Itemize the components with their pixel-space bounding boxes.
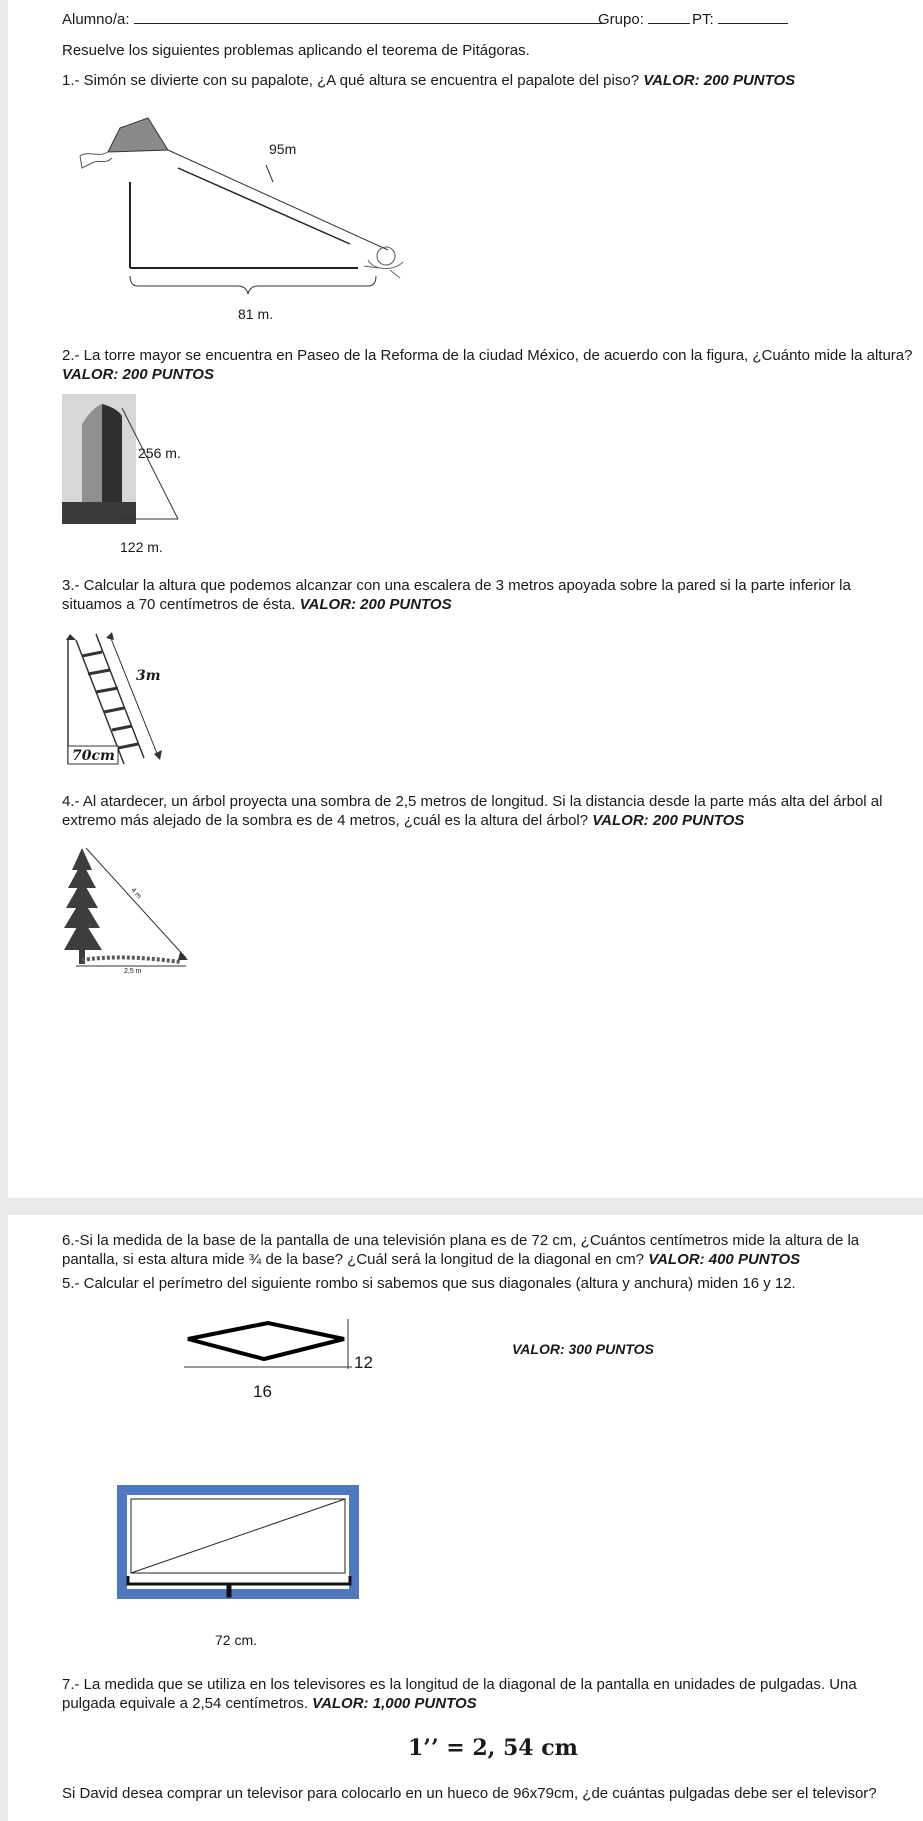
tower-ground xyxy=(62,502,136,524)
boy-head xyxy=(377,247,395,265)
ladder-arrow-top xyxy=(106,632,114,640)
tv-figure xyxy=(118,1486,358,1616)
problem-5-text: 5.- Calcular el perímetro del siguiente rombo si sabemos que sus diagonales (altura y anchura) miden 16 y 12. xyxy=(62,1275,796,1292)
ladder-rail-right xyxy=(96,634,144,758)
tower-base-label: 122 m. xyxy=(120,539,163,555)
inch-equation: 1’’ = 2, 54 cm xyxy=(408,1735,578,1761)
problem-1-text: 1.- Simón se divierte con su papalote, ¿A qué altura se encuentra el papalote del piso? VALOR: 200 PUNTOS xyxy=(62,72,796,89)
ladder-arrow-bottom xyxy=(154,750,162,760)
tree-hypotenuse xyxy=(86,848,186,958)
kite-shape xyxy=(108,118,168,152)
instructions: Resuelve los siguientes problemas aplicando el teorema de Pitágoras. xyxy=(62,42,530,59)
problem-6-text: 6.-Si la medida de la base de la pantalla de una televisión plana es de 72 cm, ¿Cuántos centímetros mide la altura de la pantalla, si esta altura mide ¾ de la base? ¿Cuál será la longitud de la diagonal en cm? VALOR: 400 PUNTOS xyxy=(62,1232,860,1268)
tower-figure xyxy=(62,394,192,529)
ladder-length-arrow xyxy=(110,636,158,756)
kite-tail xyxy=(80,152,112,168)
rhombus-width-label: 16 xyxy=(253,1382,272,1401)
problem-7-text: 7.- La medida que se utiliza en los televisores es la longitud de la diagonal de la pantalla en unidades de pulgadas. Una pulgada equivale a 2,54 centímetros. VALOR: 1,000 PUNTOS xyxy=(62,1676,857,1712)
problem-7-question: Si David desea comprar un televisor para colocarlo en un hueco de 96x79cm, ¿de cuántas pulgadas debe ser el televisor? xyxy=(62,1785,877,1802)
group-line: Grupo: xyxy=(598,10,690,29)
hypotenuse-line xyxy=(178,168,350,244)
tower-building-side xyxy=(82,404,102,514)
kite-string xyxy=(168,150,388,250)
tower-building-front xyxy=(102,404,122,514)
tree-figure xyxy=(62,842,192,982)
tower-hypotenuse-label: 256 m. xyxy=(138,445,181,461)
base-brace xyxy=(130,276,376,294)
ladder-length-label: 3m xyxy=(136,668,161,684)
ladder-base-label: 70cm xyxy=(72,748,115,764)
pt-line: PT: xyxy=(692,10,788,29)
student-name-line: Alumno/a: xyxy=(62,10,602,29)
problem-5-value: VALOR: 300 PUNTOS xyxy=(512,1341,654,1357)
tree-hypotenuse-label: 4 m xyxy=(129,886,143,901)
kite-base-label: 81 m. xyxy=(238,306,274,322)
tree-shape xyxy=(64,848,102,964)
boy-body xyxy=(364,260,403,278)
ladder-rungs xyxy=(82,652,138,748)
tree-shadow-label: 2,5 m xyxy=(124,968,142,975)
rhombus-shape xyxy=(188,1323,344,1359)
worksheet-page-1 xyxy=(8,0,923,1198)
ladder-rail-left xyxy=(76,640,124,764)
hypotenuse-tick xyxy=(266,165,273,182)
kite-hypotenuse-label: 95m xyxy=(269,141,297,157)
problem-2-text: 2.- La torre mayor se encuentra en Paseo de la Reforma de la ciudad México, de acuerdo con la figura, ¿Cuánto mide la altura? VALOR: 200 PUNTOS xyxy=(62,347,913,383)
tree-arrow xyxy=(178,952,188,960)
wall-arrow xyxy=(66,634,76,640)
kite-figure xyxy=(68,110,418,320)
problem-4-text: 4.- Al atardecer, un árbol proyecta una sombra de 2,5 metros de longitud. Si la distancia desde la parte más alta del árbol al extremo más alejado de la sombra es de 4 metros, ¿cuál es la altura del árbol? VALOR: 200 PUNTOS xyxy=(62,793,883,829)
tv-base-label: 72 cm. xyxy=(215,1632,258,1648)
tree-shadow xyxy=(82,957,180,962)
problem-3-text: 3.- Calcular la altura que podemos alcanzar con una escalera de 3 metros apoyada sobre la pared si la parte inferior la situamos a 70 centímetros de ésta. VALOR: 200 PUNTOS xyxy=(62,577,851,613)
rhombus-height-label: 12 xyxy=(354,1353,373,1372)
